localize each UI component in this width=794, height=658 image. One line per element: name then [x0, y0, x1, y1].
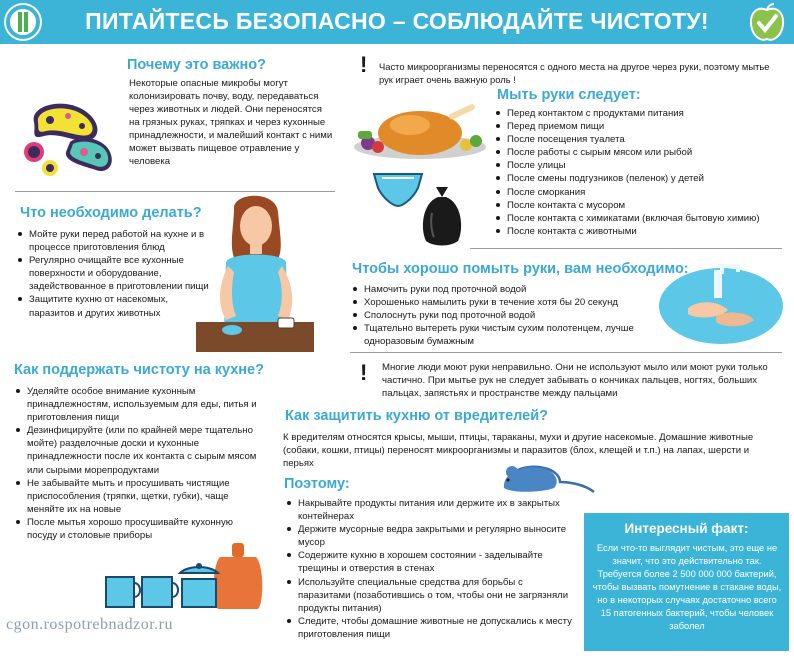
- fact-title: Интересный факт:: [624, 521, 749, 536]
- note-hands-transfer: Часто микроорганизмы переносятся с одного места на другое через руки, поэтому мытье рук играет очень важную роль !: [379, 61, 770, 85]
- list-item: Хорошенько намылить руки в течение хотя бы 20 секунд: [350, 296, 650, 309]
- list-item: Тщательно вытереть руки чистым сухим полотенцем, лучше одноразовым бумажным: [350, 322, 650, 348]
- pests-title: Как защитить кухню от вредителей?: [285, 408, 548, 424]
- page-title: ПИТАЙТЕСЬ БЕЗОПАСНО – СОБЛЮДАЙТЕ ЧИСТОТУ!: [85, 8, 709, 34]
- therefore-title: Поэтому:: [284, 476, 350, 492]
- list-item: Намочить руки под проточной водой: [350, 283, 650, 296]
- howwash-list: [350, 283, 650, 348]
- list-item: Держите мусорные ведра закрытыми и регулярно выносите мусор: [284, 523, 574, 549]
- list-item: После контакта с химикатами (включая бытовую химию): [493, 212, 783, 225]
- todo-title: Что необходимо делать?: [20, 205, 202, 221]
- divider: [350, 352, 782, 353]
- exclamation-icon: !: [360, 360, 368, 385]
- wash-title: Мыть руки следует:: [497, 87, 641, 103]
- kitchen-title: Как поддержать чистоту на кухне?: [14, 362, 264, 378]
- list-item: После посещения туалета: [493, 133, 783, 146]
- list-item: Накрывайте продукты питания или держите их в закрытых контейнерах: [284, 497, 574, 523]
- why-title: Почему это важно?: [127, 57, 266, 73]
- therefore-list: [284, 497, 574, 641]
- divider: [470, 248, 782, 249]
- washing-hands-illustration: [658, 262, 784, 346]
- todo-list: [15, 228, 215, 320]
- list-item: Защитите кухню от насекомых, паразитов и других животных: [15, 293, 215, 319]
- list-item: После улицы: [493, 159, 783, 172]
- list-item: Не забывайте мыть и просушивать чистящие приспособления (тряпки, щетки, губки), чаще меняйте их на новые: [13, 477, 258, 516]
- apple-check-icon: [746, 2, 788, 44]
- fact-text: Если что-то выглядит чистым, это еще не значит, что это действительно так. Требуется более 2 500 000 000 бактерий, чтобы вызвать помутнение в стакане воды, но в некоторых случаях достаточно всего 15 патогенных бактерий, чтобы человек заболел: [592, 543, 782, 631]
- turkey-food-illustration: [348, 95, 493, 165]
- trash-bag-illustration: [418, 183, 466, 247]
- list-item: Перед контактом с продуктами питания: [493, 107, 783, 120]
- list-item: После контакта с мусором: [493, 199, 783, 212]
- list-item: Дезинфицируйте (или по крайней мере тщательно мойте) разделочные доски и кухонные принадлежности после их контакта с сырым мясом или сырыми морепродуктами: [13, 424, 258, 476]
- site-watermark: cgon.rospotrebnadzor.ru: [6, 616, 174, 633]
- woman-cleaning-illustration: [196, 192, 314, 352]
- list-item: После сморкания: [493, 186, 783, 199]
- list-item: Содержите кухню в хорошем состоянии - заделывайте трещины и отверстия в стенах: [284, 549, 574, 575]
- list-item: Сполоснуть руки под проточной водой: [350, 309, 650, 322]
- rat-illustration: [498, 456, 596, 500]
- pests-text: К вредителям относятся крысы, мыши, птицы, тараканы, мухи и другие насекомые. Домашние животные (собаки, кошки, птицы) переносят микроорганизмы и паразитов (блох, клещей и т.п.) на лапах, шерсти и перьях: [283, 432, 754, 469]
- list-item: Мойте руки перед работой на кухне и в процессе приготовления блюд: [15, 228, 215, 254]
- cookware-illustration: [98, 535, 266, 611]
- diaper-illustration: [372, 170, 424, 210]
- list-item: После контакта с животными: [493, 225, 783, 238]
- list-item: Перед приемом пищи: [493, 120, 783, 133]
- list-item: Регулярно очищайте все кухонные поверхности и оборудование, задействованное в приготовлении пищи: [15, 254, 215, 293]
- exclamation-icon: !: [360, 52, 368, 77]
- wash-list: [493, 107, 783, 238]
- kitchen-list: [13, 385, 258, 542]
- note-wrong-washing: Многие люди моют руки неправильно. Они не используют мыло или моют руки только частично. При мытье рук не следует забывать о кончиках пальцев, ногтях, больших пальцах, запястьях и пространстве между пальцами: [382, 362, 768, 399]
- list-item: Следите, чтобы домашние животные не допускались к месту приготовления пищи: [284, 615, 574, 641]
- howwash-title: Чтобы хорошо помыть руки, вам необходимо:: [352, 261, 689, 277]
- list-item: После работы с сырым мясом или рыбой: [493, 146, 783, 159]
- list-item: Используйте специальные средства для борьбы с паразитами (позаботившись о том, чтобы они не загрязняли продукты питания): [284, 576, 574, 615]
- why-text: Некоторые опасные микробы могут колонизировать почву, воду, передаваться через животных и людей. Они переносятся на грязных руках, тряпках и через кухонные принадлежности, и малейший контакт с ними может вызвать пищевое отравление у человека: [129, 78, 333, 167]
- list-item: После мытья хорошо просушивайте кухонную посуду и столовые приборы: [13, 516, 258, 542]
- list-item: Уделяйте особое внимание кухонным принадлежностям, используемым для еды, питья и приготовления пищи: [13, 385, 258, 424]
- bacteria-illustration: [20, 92, 120, 182]
- list-item: После смены подгузников (пеленок) у детей: [493, 172, 783, 185]
